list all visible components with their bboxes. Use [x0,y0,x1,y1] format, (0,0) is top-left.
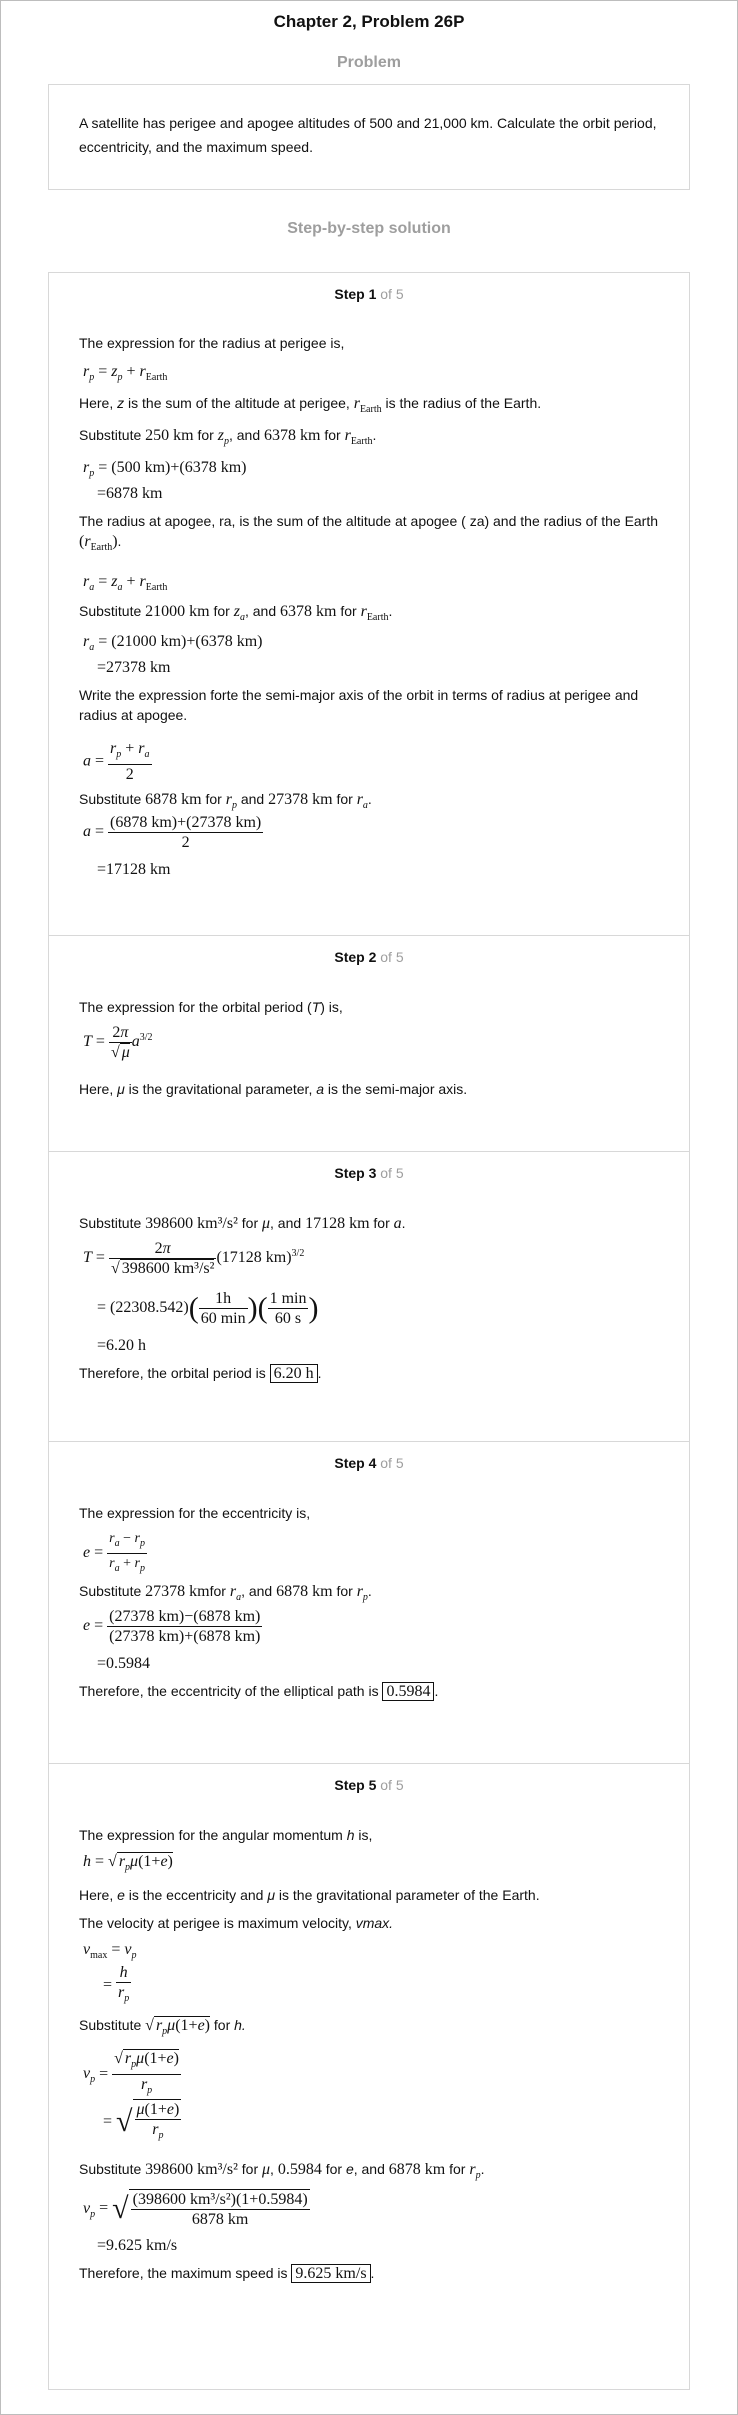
step-5-eq-h-over-rp: = $\frac{h}{r_p}$ [103,1964,130,2005]
step-5-text-6: Therefore, the maximum speed is 9.625 km/s . [79,2265,375,2282]
step-1-text-3: Substitute 250 km for $z_p$, and 6378 km for $r_{Earth}$. [79,427,377,448]
step-5-result: =9.625 km/s [97,2237,178,2254]
step-5-answer: 9.625 km/s [291,2264,370,2283]
step-1-text-4: The radius at apogee, ra, is the sum of the altitude at apogee ( za) and the radius of the Earth $(r_{Earth})$. [79,513,659,554]
step-4-header [49,1455,689,1471]
step-5-text-5: Substitute 398600 km³/s² for μ, 0.5984 for e, and 6878 km for $r_p$. [79,2161,485,2182]
step-1-of: of 5 [376,286,404,302]
step-3-result: =6.20 h [97,1337,147,1354]
step-3-label: Step 3 [334,1165,377,1181]
step-5-divider [49,1763,689,1764]
step-3-text-1: Substitute 398600 km³/s² for μ, and 17128 km for a. [79,1215,406,1232]
step-1-a-result: =17128 km [97,861,171,878]
problem-heading: Problem [336,54,401,71]
step-1-text-6: Write the expression forte the semi-major axis of the orbit in terms of radius at perigee and radius at apogee. [79,687,639,723]
step-5-text-3: The velocity at perigee is maximum velocity, vmax. [79,1915,394,1931]
step-2-header [49,949,689,965]
step-2-label: Step 2 [334,949,377,965]
step-5-text-4: Substitute √ $r_p\mu(1+e)$ for h. [79,2017,246,2038]
step-1-ra-result: =27378 km [97,659,171,676]
step-4-answer: 0.5984 [382,1682,434,1701]
problem-box [48,84,690,190]
step-4-text-2: Substitute 27378 kmfor $r_a$, and 6878 km for $r_p$. [79,1583,372,1604]
step-2-eq-T: T = $\frac{2\pi}{√ \mu}$ $a^{3/2}$ [83,1024,153,1061]
step-1-eq-a: a = $\frac{r_p + r_a}{2}$ [83,740,150,784]
step-1-label: Step 1 [334,286,377,302]
step-4-e-sub: e = $\frac{(27378 km)-(6878 km)}{(27378 km)+(6878 km)}$ [83,1608,261,1645]
step-5-label: Step 5 [334,1777,377,1793]
step-2-text-2: Here, μ is the gravitational parameter, a is the semi-major axis. [79,1081,468,1097]
step-3-of: of 5 [376,1165,404,1181]
step-5-text-2: Here, e is the eccentricity and μ is the gravitational parameter of the Earth. [79,1887,540,1903]
step-4-label: Step 4 [334,1455,377,1471]
step-4-divider [49,1441,689,1442]
step-4-of: of 5 [376,1455,404,1471]
step-1-ra-sub: $r_a = (21000$ km)+(6378 km) [83,633,263,654]
step-1-text-7: Substitute 6878 km for $r_p$ and 27378 km for $r_a$. [79,791,372,812]
step-4-result: =0.5984 [97,1655,151,1672]
page-title: Chapter 2, Problem 26P [273,12,465,31]
step-1-text-2: Here, z is the sum of the altitude at perigee, $r_{Earth}$ is the radius of the Earth. [79,395,542,416]
step-1-rp-sub: $r_p = (500$ km)+(6378 km) [83,459,247,480]
step-2-of: of 5 [376,949,404,965]
step-2-text-1: The expression for the orbital period (T) is, [79,999,343,1015]
step-1-a-sub: a = $\frac{(6878 km)+(27378 km)}{2}$ [83,814,262,851]
step-3-answer: 6.20 h [270,1364,318,1383]
step-4-text-3: Therefore, the eccentricity of the elliptical path is 0.5984 . [79,1683,439,1700]
step-2-divider [49,935,689,936]
step-3-divider [49,1151,689,1152]
step-3-eq-conv: = (22308.542)( $\frac{1h}{60 \min}$ )( $\frac{1 \min}{60 s}$ ) [97,1290,319,1327]
step-1-header [49,286,689,302]
step-4-eq-e: e = $\frac{r_a - r_p}{r_a + r_p}$ [83,1531,145,1574]
problem-text: A satellite has perigee and apogee altitudes of 500 and 21,000 km. Calculate the orbit period, eccentricity, and the maximum speed. [79,115,657,155]
step-1-rp-result: =6878 km [97,485,163,502]
step-5-eq-h: h = √ $r_p\mu(1+e)$ [83,1853,173,1874]
step-5-text-1: The expression for the angular momentum h is, [79,1827,373,1843]
solution-box [48,272,690,2390]
solution-heading: Step-by-step solution [287,220,451,237]
step-5-header [49,1777,689,1793]
step-1-eq-ra: $r_a = z_a + r_{Earth}$ [83,573,168,594]
step-5-eq-vp-2: = √ $\frac{\mu(1+e)}{r_p}$ [103,2099,181,2145]
step-5-of: of 5 [376,1777,404,1793]
step-5-vp-sub: $v_p$ = √ $\frac{\text{(398600 km³/s²)(1+0.5984)}}{6878 km}$ [83,2191,308,2228]
step-5-eq-vmax: $v_{max} = v_p$ [83,1941,137,1962]
step-3-eq-T: T = $\frac{2\pi}{\text{√ 398600 km³/s²}}$ (17128 km)$^{3/2}$ [83,1240,305,1277]
step-1-text-1: The expression for the radius at perigee is, [79,335,345,351]
step-4-text-1: The expression for the eccentricity is, [79,1505,311,1521]
step-1-text-5: Substitute 21000 km for $z_a$, and 6378 km for $r_{Earth}$. [79,603,393,624]
step-3-header [49,1165,689,1181]
step-5-eq-vp-1: $v_p$ = $\frac{√ r_p\mu(1+e)}{r_p}$ [83,2050,179,2097]
step-3-text-2: Therefore, the orbital period is 6.20 h . [79,1365,322,1382]
step-1-eq-rp: $r_p = z_p + r_{Earth}$ [83,363,168,384]
